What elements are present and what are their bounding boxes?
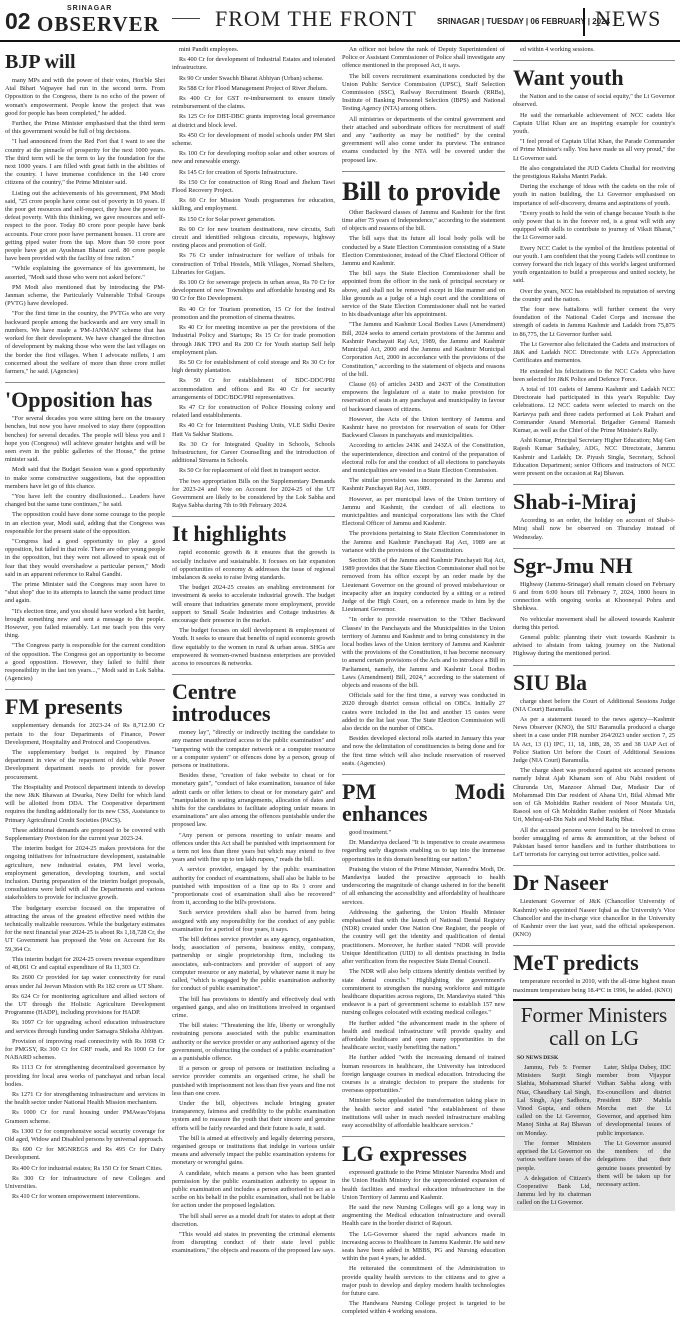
article-paragraph: Rs 400 Cr for industrial estates; Rs 150 Cr for Smart Cities.	[12, 1164, 163, 1172]
article-paragraph: The budgetary exercise focused on the imperative of attracting the areas of the greatest effective need within the technically realizable resources. While the budgetary estimates for the next financial year 2024-25 is about Rs 1,18,728 Cr, the UT Government has proposed the Vote on Account for Rs 59,364 Cr.	[5, 904, 165, 953]
story-former-ministers	[517, 1064, 671, 1207]
article-paragraph: Rs 145 Cr for creation of Sports Infrastructure.	[179, 168, 298, 176]
article-paragraph: "I feel proud of Captain Ulfat Khan, the Parade Commander of Prime Minister's rally. You have made us all very proud," the Lt Governor said.	[513, 138, 675, 162]
article-paragraph: The Hospitality and Protocol department intends to develop the new J&K Bhawan at Dwarka, New Delhi for which land will be allotted from DDA. The Cooperative department requires the funding additionally for its new CSS, Assistance to Primary Agricultural Credit Societies (PACS).	[5, 783, 165, 824]
story-pm-modi-enhances	[342, 829, 505, 1130]
news-desk-credit: SO NEWS DESK	[517, 1054, 559, 1061]
article-paragraph: The Handwara Nursing College project is targeted to be completed within 4 working sessions.	[342, 1300, 505, 1316]
article-paragraph: "I had announced from the Red Fort that I want to see the country at the pinnacle of prosperity for the next 1000 years. The third term will be the term to lay the foundation for the next 1000 years. I am filled with great faith in the abilities of the country. I have immense confidence in the 140 crore citizens of the country," the Prime Minister said.	[5, 138, 165, 187]
article-paragraph: These additional demands are proposed to be covered with Supplementary Provision for the current year 2023-24.	[5, 826, 165, 843]
article-paragraph: money lay", "directly or indirectly inciting the candidate to any manner unauthorized access to the public examination" and "tampering with the computer network or a computer resource or a computer system" or offences done by a person, group of persons or institutions.	[172, 729, 335, 770]
article-paragraph: charge sheet before the Court of Additional Sessions Judge (NIA Court) Baramulla.	[513, 697, 675, 713]
headline-siu-bla: SIU Bla	[513, 669, 587, 695]
article-paragraph: Rs 60 Cr for Mission Youth programmes for education, skilling, and employment.	[172, 197, 335, 213]
article-paragraph: Further, the Prime Minister emphasised that the third term of this government would be full of big decisions.	[5, 120, 165, 136]
article-paragraph: The bill states: "Threatening the life, liberty or wrongfully restraining persons associated with the public examination authority or the service provider or any authorised agency of the government, or obstructing the conduct of a public examination" as a punishable offence.	[172, 1022, 335, 1062]
headline-met-predicts: MeT predicts	[513, 950, 639, 976]
article-paragraph: General public planning their visit towards Kashmir is advised to abstain from taking journey on the National Highway during the mentioned period.	[513, 633, 675, 658]
divider	[5, 689, 165, 690]
divider	[342, 774, 505, 775]
article-paragraph: Highway (Jammu-Srinagar) shall remain closed on February 6 and from 6:00 hours till February 7, 2024, 1800 hours in connection with ongoing works at Khooneyal Pohru and Shehkwa.	[513, 580, 675, 613]
article-paragraph: Rs 100 Cr for developing rooftop solar and other sources of new and renewable energy.	[172, 150, 335, 166]
article-paragraph: "For several decades you were sitting here on the treasury benches, but now you have resolved to stay there (opposition benches) for several decades. The people will bless you and I hope you (Congress) will achieve greater heights and will be seen even in the public galleries of the House," the prime minister said.	[5, 415, 165, 464]
divider	[513, 60, 675, 61]
article-paragraph: The bill defines service provider as any agency, organisation, body, association of persons, business entity, company, partnership or single proprietorship firm, including its associates, sub-contractors and provider of support of any computer resource or any material, by whatever name it may be called, "which is engaged by the public examination authority for conduct of public examination".	[172, 936, 335, 993]
article-paragraph: The supplementary budget is required by Finance department in view of the repayment of debt, while Power Development department needs to provide for power procurement.	[5, 749, 165, 781]
article-paragraph: Dr. Mandaviya declared "It is imperative to create awareness regarding early diagnosis enabling us to tap into the immense opportunities in this domain benefiting our nation."	[342, 839, 505, 863]
article-paragraph: "Congress had a good opportunity to play a good opposition, but failed in that role. There are other young people in the opposition, but they were not allowed to speak out of fear that they would overshadow a particular person," Modi said in an apparent reference to Rahul Gandhi.	[5, 537, 165, 578]
story-budget-continued	[172, 46, 335, 510]
article-paragraph: The bill says that its future all local body polls will be conducted by a State Election Commission consisting of a State Election Commissioner, instead of the Chief Electoral Officer of Jammu and Kashmir.	[342, 235, 505, 268]
story-continued-top	[513, 46, 675, 54]
headline-want-youth: Want youth	[513, 65, 624, 91]
story-it-highlights	[172, 549, 335, 668]
article-paragraph: Rs 100 Cr for sewerage projects in urban areas, Rs 70 Cr for development of new Townships and affordable housing and Rs 90 Cr for Bio Development.	[172, 279, 335, 303]
article-paragraph: The Lt Governor also felicitated the Cadets and instructors of J&K and Ladakh NCC Directorate with LG's Appreciation Certificates and mementos.	[513, 340, 675, 365]
article-paragraph: Praising the vision of the Prime Minister, Narendra Modi, Dr. Mandaviya lauded the proactive approach to health underscoring the magnitude of change ushered in for the benefit of all enhancing the accessibility and affordability of healthcare services.	[342, 865, 505, 906]
article-paragraph: mini Pandit employees.	[179, 46, 239, 53]
divider	[172, 516, 335, 517]
article-paragraph: Rs 1300 Cr for comprehensive social security coverage for Old aged, Widow and Disabled persons by universal approach.	[5, 1127, 165, 1143]
article-paragraph: This interim budget for 2024-25 covers revenue expenditure of 48,061 Cr and capital expenditure of Rs 11,303 Cr.	[5, 955, 165, 972]
divider	[172, 674, 335, 675]
headline-centre-introduces: Centre introduces	[172, 679, 271, 727]
article-paragraph: However, the Acts of the Union territory of Jammu and Kashmir have no provision for reservation of seats for Other Backward Classes in panchayats and municipalities.	[342, 415, 505, 440]
article-paragraph: "The Jammu and Kashmir Local Bodies Laws (Amendment) Bill, 2024 seeks to amend certain provisions of the Jammu and Kashmir Panchayati Raj Act, 1989, the Jammu and Kashmir Municipal Act, 2000 and the Jammu and Kashmir Municipal Corporation Act, 2000 in accordance with the provisions of the Constitution," according to the statement of objects and reasons of the bill.	[342, 321, 505, 378]
article-paragraph: No vehicular movement shall be allowed towards Kashmir during this period.	[513, 615, 675, 631]
boxed-story	[513, 999, 675, 1211]
story-bill-to-provide	[342, 209, 505, 768]
article-paragraph: Besides developed electoral rolls started in January this year and now the delimitation of constituencies is being done and for the first time which will also include reservation of reserved seats. (Agencies)	[342, 735, 505, 767]
article-paragraph: Rs 50 Cr for replacement of old fleet in transport sector.	[179, 467, 321, 475]
divider	[513, 945, 675, 946]
article-paragraph: A total of 101 cadets of Jammu Kashmir and Ladakh NCC Directorate had participated in this year's Republic Day celebrations. 12 NCC cadets were selected to march on the Kartavya path and three cadets performed at Lok Prahari and Commander Anand Memorial. Brigadier General Ramesh Kumar, as well as the Chief of the Prime Minister's Rally.	[513, 385, 675, 434]
article-paragraph: The bill has provisions to identify and effectively deal with organised gangs, and also on institutions involved in organised crime.	[172, 995, 335, 1019]
article-paragraph: According to an order, the holiday on account of Shab-i-Miraj shall now be observed on Thursday instead of Wednesday.	[513, 517, 675, 541]
article-paragraph: ed within 4 working sessions.	[520, 46, 595, 53]
article-paragraph: Rs 40 Cr for Intermittent Pushing Units, VLE Sidhi Desire Hatt Va Sakhar Stations.	[172, 422, 335, 438]
brand-name: OBSERVER	[37, 12, 160, 36]
article-paragraph: Rs 1271 Cr for strengthening infrastructure and services in the health sector under National Health Mission mechanism.	[5, 1090, 165, 1107]
article-paragraph: All the accused persons were found to be involved in cross border smuggling of arms & ammunition, at the behest of Pakistan based terror handlers and in further distributions to LeT terrorists for carrying out terror activities, police said.	[513, 826, 675, 859]
story-opposition	[5, 415, 165, 683]
article-paragraph: The bill covers recruitment examinations conducted by the Union Public Service Commission (UPSC), Staff Selection Commission (SSC), Railway Recruitment Boards (RRBs), Institute of Banking Personnel Selection (IBPS) and National Testing Agency (NTA) among others.	[342, 72, 505, 113]
article-paragraph: The Lt Governor assured the members of the delegations that their genuine issues presented by them will be taken up for necessary action.	[597, 1139, 671, 1188]
article-paragraph: All ministries or departments of the central government and their attached and subordinate offices for recruitment of staff and any "authority as may be notified" by the central government will also come under its purview. The entrance exams conducted by the NTA will be covered under the proposed law.	[342, 115, 505, 164]
divider	[342, 1136, 505, 1137]
article-paragraph: The NDR will also help citizens identify dentists verified by state dental councils." Highlighting the government's commitment to strengthen the nursing workforce and mitigate healthcare disparities across regions, Dr. Mandaviya stated "this endeavor is a part of government scheme to establish 157 new nursing colleges colocated with existing medical colleges."	[342, 968, 505, 1017]
article-paragraph: Rs 1113 Cr for strengthening decentralised governance by providing for local area works of panchayat and urban local bodies.	[5, 1064, 165, 1088]
article-paragraph: The four new battalions will further cement the very foundation of the National Cadet Corps and increase the strength of cadets in Jammu Kashmir and Ladakh from 75,875 to 86,775, the Lt Governor further said.	[513, 306, 675, 338]
article-paragraph: During the exchange of ideas with the cadets on the role of youth in nation building, the Lt Governor emphasised on importance of self-discovery, dreams and aspirations of youth.	[513, 183, 675, 207]
article-paragraph: supplementary demands for 2023-24 of Rs 8,712.90 Cr pertain to the four Departments of Finance, Power Development, Hospitality and Protocol and Cooperatives.	[5, 722, 165, 746]
article-paragraph: many MPs and with the power of their votes, Hon'ble Shri Atal Bihari Vajpayee had run in the second term. From Opposition to the Congress, there is no echo of the power of woman's empowerment. People know the project that was good for people has been completed," he added.	[5, 77, 165, 117]
article-paragraph: Rs 410 Cr for women empowerment interventions.	[12, 1193, 141, 1201]
headline-shab-i-miraj: Shab-i-Miraj	[513, 489, 637, 515]
headline-former-ministers: Former Ministers call on LG	[520, 1002, 668, 1050]
story-bjp-will	[5, 77, 165, 376]
article-paragraph: Addressing the gathering, the Union Health Minister emphasised that with the launch of National Dental Registry (NDR) created under One Nation One Register, the people of the country will get the identity and qualification of dental practitioners. Moreover, he further stated "NDR will provide Unique Identification (UID) to all dentists practising in India after verification from the respective State Dental Council.	[342, 908, 505, 966]
headline-pm-modi-enhances: PM Modi enhances	[342, 779, 505, 827]
column-3	[342, 46, 505, 1316]
headline-sgr-jmu-nh: Sgr-Jmu NH	[513, 552, 633, 578]
article-paragraph: Over the years, NCC has established its reputation of serving the country and the nation.	[513, 287, 675, 303]
article-paragraph: Rs 400 Cr for GST re-imbursement to ensure timely reimbursement of the claims.	[172, 95, 335, 111]
article-paragraph: "This would aid states in preventing the criminal elements from disrupting conduct of their state level public examinations," the objects and reasons of the proposed law says.	[172, 1230, 335, 1255]
article-paragraph: Rs 47 Cr for construction of Police Housing colony and related land establishments.	[172, 403, 335, 420]
article-paragraph: As per a statement issued to the news agency—Kashmir News Observer (KNO), the SIU Baramulla produced a charge sheet in a case under FIR number 264/2023 under section 7, 25 IA Act, 13 (1) IPC, 11, 18, 18B, 28, 35 and 38 UAP Act of Police Station Uri before the Court of Additional Sessions Judge (NIA Court) Baramulla.	[513, 715, 675, 764]
article-paragraph: "For the first time in the country, the PVTGs who are very backward people among the backwards and are very small in numbers. We have made a 'PM-JANMAN' scheme that has worked for their development. We have changed the direction of development by making those who were the last villages on the border the first villages. When I advocate millets, I am concerned about the welfare of more than three crore millet farmers," he said. (Agencies)	[5, 310, 165, 375]
article-paragraph: Rs 1097 Cr for upgrading school education infrastructure and services through funding under Samagra Shiksha Abhiyan.	[5, 1019, 165, 1035]
article-paragraph: The LG-Governor shared the rapid advances made in increasing access to Healthcare in Jammu Kashmir. He said new seats have been added in MBBS, PG and Nursing education within the past 4 years, he added.	[342, 1230, 505, 1263]
article-paragraph: temperature recorded in 2010, with the all-time highest mean maximum temperature being 18.4°C in 1996, he added. (KNO)	[513, 978, 675, 994]
divider	[513, 665, 675, 666]
article-paragraph: He said the remarkable achievement of NCC cadets like Captain Ulfat Khan are an inspiring example for country's youth.	[513, 111, 675, 136]
article-paragraph: A delegation of Citizen's Cooperative Bank Ltd, Jammu led by its chairman called on the Lt Governor.	[517, 1174, 591, 1207]
article-paragraph: Rs 50 Cr for establishment of cold storage and Rs 30 Cr for high density plantation.	[172, 358, 335, 375]
article-paragraph: Rs 624 Cr for monitoring agriculture and allied sectors of the UT through the Holistic Agriculture Development Programme (HADP), including provisions for HADP.	[5, 992, 165, 1017]
article-paragraph: The similar provision was incorporated in the Jammu and Kashmir Panchayati Raj Act, 1989.	[342, 477, 505, 493]
article-paragraph: A service provider, engaged by the public examination authority for conduct of examinations, shall also be liable to be punished with imposition of a fine up to Rs 1 crore and "proportionate cost of examination shall also be recovered" from it, according to the bill's provisions.	[172, 866, 335, 907]
story-shab-i-miraj	[513, 517, 675, 542]
article-paragraph: He also congratulated the JUD Cadets Chudial for receiving the prestigious Raksha Mantri Padak.	[513, 164, 675, 181]
story-met-predicts	[513, 978, 675, 994]
article-paragraph: Rs 76 Cr under infrastructure for welfare of tribals for construction of Tribal Hostels, Milk Villages, Nomad Shelters, Libraries for Gujjars.	[172, 252, 335, 276]
article-paragraph: Rs 300 Cr for infrastructure of new Colleges and Universities.	[5, 1174, 165, 1190]
article-paragraph: "Any person or persons resorting to unfair means and offences under this Act shall be punished with imprisonment for a term not less than three years but which may extend to five years and with fine up to ten lakh rupees," reads the bill.	[172, 831, 335, 864]
headline-bjp-will: BJP will	[5, 51, 76, 73]
article-paragraph: Rs 1000 Cr for rural housing under PMAwas/Yojana Grameen scheme.	[5, 1109, 165, 1125]
article-paragraph: Rs 588 Cr for Flood Management Project of River Jhelum.	[179, 84, 328, 92]
article-paragraph: The bill says the State Election Commissioner shall be appointed from the officer in the rank of principal secretary or above, and shall not be removed except in like manner and on like grounds as a judge of a high court and the conditions of service of the State Election Commissioner shall not be varied to his disadvantage after his appointment.	[342, 270, 505, 319]
article-paragraph: Provision of improving road connectivity with Rs 1698 Cr for PMGSY, Rs 300 Cr for CRF roads, and Rs 1000 Cr for NABARD schemes.	[5, 1037, 165, 1062]
article-paragraph: "While explaining the governance of his government, he asserted, "Modi said those who were not asked before."	[5, 265, 165, 281]
page-number: 02	[5, 8, 31, 34]
article-paragraph: The two appropriation Bills on the Supplementary Demands for 2023-24 and Vote on Account for 2024-25 of the UT Government are likely to be considered by the Lok Sabha and Rajya Sabha during 7th to 9th February 2024.	[172, 477, 335, 510]
article-paragraph: The bill is aimed at effectively and legally deterring persons, organised groups or institutions that indulge in various unfair means and adversely impact the public examination systems for monetary or wrongful gains.	[172, 1134, 335, 1167]
article-paragraph: The opposition could have done some courage to the people in an election year, Modi said, adding that the Congress was responsible for the present state of the opposition.	[5, 511, 165, 535]
headline-opposition: 'Opposition has	[5, 387, 153, 413]
article-paragraph: The charge sheet was produced against six accused persons namely Ishrat Ajab Khanam son of Abu Nabi resident of Churunda Uri, Manzoor Ahmad Dar, Mudasir Dar of Mohammad Din Dar resident of Ahana Uri, Bilal Ahmad Mir son of Gh Mohiddin Rather resident of Noor Mustafa Uri, Rasool son of Gh Mohiddin Rather resident of Noor Mustafa Uri, Mehraj-ud-Din Nabi and Mohd Rafiq Bhat.	[513, 767, 675, 824]
article-paragraph: Rs 40 Cr for meeting incentive as per the provisions of the Industrial Policy and Startups; Rs 15 Cr for trade promotion through J&K TPO and Rs 200 Cr for Youth startup Self help employment plan.	[172, 324, 335, 356]
headline-bill-to-provide: Bill to provide	[342, 176, 501, 206]
article-paragraph: The prime Minister said the Congress may soon have to "shut shop" due to its attempts to launch the same product time and again.	[5, 580, 165, 605]
article-paragraph: rapid economic growth & it ensures that the growth is socially inclusive and sustainable. It focuses on fair expansion of opportunities of economy & addresses the issue of regional imbalances & seeks to raise living standards.	[172, 549, 335, 581]
story-dr-naseer	[513, 898, 675, 939]
article-paragraph: Later, Shilpa Dubey, IDC member from Vijaypur Vidhan Sabha along with Ex-councillors and district President BJP Mahila Morcha met the Lt Governor, and apprised him of developmental issues of public importance.	[597, 1064, 671, 1137]
article-paragraph: If a person or group of persons or institution including a service provider commits an organised crime, he shall be punished with imprisonment not less than five years and fine not less than one crore.	[172, 1065, 335, 1097]
story-exam-bill-continued	[342, 46, 505, 165]
divider	[513, 484, 675, 485]
article-paragraph: Officials said for the first time, a survey was conducted in 2020 through district census official on OBCs. Initially 27 castes were included in the list and another 15 castes were added to the list last year. The State Election Commission will also decide on the number of OBCs.	[342, 692, 505, 733]
article-paragraph: Minister Sobu applauded the transformation taking place in the health sector and stated "the establishment of these institutions will usher in much needed infrastructure enabling easy accessibility of affordable healthcare services."	[342, 1097, 505, 1129]
article-paragraph: The interim budget for 2024-25 makes provisions for the ongoing initiatives for infrastructure development, sustainable agriculture, new industrial estates, PM level works, employment generation, developing tourism, and social inclusion. During preparation of the interim budget proposals, consultations were held with all the Departments and various stakeholders to provide for inclusive growth.	[5, 845, 165, 902]
article-paragraph: He extended his felicitations to the NCC Cadets who have been selected for J&K Police and Defence Force.	[513, 367, 675, 383]
article-paragraph: The provisions pertaining to State Election Commissioner in the Jammu and Kashmir Panchayati Raj Act, 1989 are at variance with the provisions of the Constitution.	[342, 530, 505, 554]
article-paragraph: Besides these, "creation of fake website to cheat or for monetary gain", "conduct of fake examination, issuance of fake admit cards or offer letters to cheat or for monetary gain" and "manipulation in seating arrangements, allocation of dates and shifts for the candidates to facilitate adopting unfair means in examinations" are also among the offences punishable under the proposed law.	[172, 772, 335, 829]
section-title: FROM THE FRONT	[215, 6, 417, 31]
brand-city: SRINAGAR	[67, 5, 113, 12]
article-paragraph: The budget 2024-25 creates an enabling environment for investment & seeks to accelerate industrial growth. The budget will ensure that industries generate more employment, provide support to Small Scale Industries and Cottage industries & encourage their presence in the market.	[172, 584, 335, 624]
article-paragraph: Rs 2600 Cr provided for tap water connectivity for rural areas under Jal Jeevan Mission with Rs 182 crore as UT Share.	[5, 974, 165, 990]
article-paragraph: A candidate, which means a person who has been granted permission by the public examination authority to appear in public examination and includes a person authorised to act as a scribe on his behalf in the public examination, shall not be liable for action under the proposed legislation.	[172, 1169, 335, 1210]
article-paragraph: Rs 50 Cr for establishment of BDC-DDC/PRI accommodation and offices and Rs 40 Cr for security arrangements of DDC/BDC/PRI representatives.	[172, 377, 335, 401]
article-paragraph: the Nation and to the cause of social equity," the Lt Governor observed.	[513, 93, 675, 109]
article-paragraph: The former Ministers apprised the Lt Governor on various welfare issues of the people.	[517, 1139, 591, 1172]
news-label: NEWS	[595, 6, 662, 31]
article-paragraph: He said the new Nursing Colleges will go a long way in augmenting the Medical education infrastructure and overall Health care in the border district of Rajouri.	[342, 1203, 505, 1228]
article-paragraph: According to articles 243K and 243ZA of the Constitution, the superintendence, direction and control of the preparation of electoral rolls for and the conduct of all elections to panchayats and municipalities are vested in a State Election Commission.	[342, 442, 505, 474]
article-paragraph: good treatment."	[349, 829, 392, 837]
article-paragraph: The bill shall serve as a model draft for states to adopt at their discretion.	[172, 1212, 335, 1228]
article-paragraph: Rs 450 Cr for development of model schools under PM Shri scheme.	[172, 131, 335, 148]
story-want-youth	[513, 93, 675, 478]
article-paragraph: Jammu, Feb 5: Former Ministers Surjit Singh Slathia, Mohammad Sharief Niaz, Chaudhary Lal Singh, Lal Singh, Ajay Sadhotra, Vinod Gupta, and others called on the Lt Governor, Manoj Sinha at Raj Bhavan on Monday.	[517, 1064, 591, 1137]
column-2	[172, 46, 335, 1255]
article-paragraph: "Every youth to hold the vein of change because Youth is the only power that is in the forever red, is a great will with any equipped with skills to contribute to journey of Viksit Bharat," the Lt Governor said.	[513, 209, 675, 242]
article-paragraph: "In order to provide reservation to the 'Other Backward Classes' in the Panchayats and the Municipalities in the Union territory of Jammu and Kashmir and to bring consistency in the local bodies laws of the Union territory of Jammu and Kashmir with the provisions of the Constitution, it has become necessary to amend certain provisions of the Acts and to introduce a Bill in Parliament, namely, the Jammu and Kashmir Local Bodies Laws (Amendment) Bill, 2024," according to the statement of objects and reasons of the bill.	[342, 616, 505, 690]
masthead-separator	[583, 8, 585, 36]
article-paragraph: He further added "the advancement made in the sphere of health and medical infrastructure will provide quality and affordable healthcare and open many opportunities in the healthcare sector, vastly benefiting the nation."	[342, 1019, 505, 1052]
article-paragraph: Under the bill, objectives include bringing greater transparency, fairness and credibility to the public examination system and to reassure the youth that their sincere and genuine efforts will be fairly rewarded and their future is safe, it said.	[172, 1099, 335, 1132]
divider	[342, 171, 505, 172]
masthead-divider	[172, 18, 200, 19]
article-paragraph: "It's election time, and you should have worked a bit harder, brought something new and sent a message to the people. However, you failed miserably. Let me teach you this very thing.	[5, 607, 165, 640]
article-paragraph: Such service providers shall also be barred from being assigned with any responsibility for the conduct of any public examination for a period of four years, it says.	[172, 909, 335, 933]
brand-logo	[37, 5, 160, 37]
article-paragraph: Rs 90 Cr under Swachh Bharat Abhiyan (Urban) scheme.	[179, 74, 324, 82]
article-paragraph: PM Modi also mentioned that by introducing the PM-Janman scheme, the Particularly Vulnerable Tribal Groups (PVTG) have developed.	[5, 283, 165, 308]
headline-fm-presents: FM presents	[5, 694, 123, 720]
article-paragraph: "The Congress party is responsible for the current condition of the opposition. The Congress got an opportunity to become a good opposition. However, they failed to fulfil their responsibility in the last ten years...," Modi said in Lok Sabha. (Agencies)	[5, 642, 165, 683]
headline-dr-naseer: Dr Naseer	[513, 870, 609, 896]
article-paragraph: Rs 30 Cr for Integrated Quality in Schools, Schools Infrastructure, for Career Counselling and the introduction of additional Streams in Schools.	[172, 440, 335, 465]
article-paragraph: Rs 400 Cr for development of Industrial Estates and tolerated infrastructure.	[172, 56, 335, 72]
divider	[513, 548, 675, 549]
article-paragraph: Other Backward classes of Jammu and Kashmir for the first time after 75 years of Independence," according to the statement of objects and reasons of the bill.	[342, 208, 505, 233]
dateline: SRINAGAR | TUESDAY | 06 FEBRUARY | 2024	[437, 17, 610, 26]
headline-lg-expresses: LG expresses	[342, 1141, 467, 1167]
story-lg-expresses	[342, 1169, 505, 1316]
article-paragraph: Lieutenant Governor of J&K (Chancellor University of Kashmir) who appointed Naseer Iqbal as the University's Vice Chancellor and the in-charge vice chancellor in the University of Kashmir over the last year, said the official spokesperson. (KNO)	[513, 898, 675, 939]
article-paragraph: Rs 40 Cr for Tourism promotion, 15 Cr for the festival promotion and the promotion of cinema theatres.	[172, 305, 335, 321]
divider	[5, 382, 165, 383]
column-4	[513, 46, 675, 1207]
article-paragraph: He further added "with the increasing demand of trained human resources in healthcare, the University has introduced foreign language courses in medical education. Introducing the courses is a strategic decision to prepare the students for overseas opportunities."	[342, 1054, 505, 1095]
column-1	[5, 46, 165, 1201]
story-sgr-jmu-nh	[513, 581, 675, 659]
article-paragraph: "You have left the country disillusioned... Leaders have changed but the same tune continues," he said.	[5, 492, 165, 509]
article-paragraph: Rs 150 Cr for Solar power generation.	[179, 215, 276, 223]
masthead	[0, 0, 680, 42]
article-paragraph: Rs 690 Cr for MGNREGS and Rs 495 Cr for Dairy Development.	[5, 1146, 165, 1162]
article-paragraph: However, as per municipal laws of the Union territory of Jammu and Kashmir, the conduct of all elections to municipalities and municipal corporations lies with the Chief Electoral Officer of Jammu and Kashmir.	[342, 495, 505, 528]
story-fm-presents	[5, 722, 165, 1201]
article-paragraph: Every NCC Cadet is the symbol of the limitless potential of our youth. I am confident that the young Cadets will continue to convey forward the rich legacy of this world's largest uniformed youth organization to build a prosperous and united society, he said.	[513, 244, 675, 285]
article-paragraph: An officer not below the rank of Deputy Superintendent of Police or Assistant Commissioner of Police shall investigate any offence mentioned in the proposed Act, it says.	[342, 46, 505, 70]
article-paragraph: Rs 90 Cr for new tourism destinations, new circuits, Sufi circuit and identified religious circuits, ropeways, highway resting places and promotion of Golf.	[172, 225, 335, 250]
article-paragraph: Clause (6) of articles 243D and 243T of the Constitution empowers the legislature of a state to make provision for reservation of seats in any panchayat and municipality in favour of backward classes of citizens.	[342, 380, 505, 413]
article-paragraph: expressed gratitude to the Prime Minister Narendra Modi and the Union Health Ministry for the unprecedented expansion of health facilities and medical education infrastructure in the Union Territory of Jammu and Kashmir.	[342, 1169, 505, 1201]
article-paragraph: The budget focuses on skill development & employment of Youth. It seeks to ensure that benefits of rapid economic growth flow equitably to the women in rural & urban areas. SHGs are empowered & women-owned business enterprises are provided access to resources & networks.	[172, 627, 335, 667]
divider	[513, 865, 675, 866]
article-paragraph: Listing out the achievements of his government, PM Modi said, "25 crore people have come out of poverty in 10 years. If the poor get resources and self-respect, they have the power to defeat poverty. With this thinking, we gave resources and self-respect to the poor. Today 80 crore poor people have bank accounts. Four crore poor have permanent houses. 11 crore are getting piped water from the tap. More than 50 crore poor people have got an Ayushman Bharat card. 80 crore people have been provided with the facility of free ration."	[5, 189, 165, 263]
headline-it-highlights: It highlights	[172, 521, 287, 547]
article-paragraph: Modi said that the Budget Session was a good opportunity to make some constructive suggestions, but the opposition members have let go of this chance.	[5, 466, 165, 490]
article-paragraph: He reiterated the commitment of the Administration to provide quality health services to the citizens and to give a major push to develop and deploy modern health technologies for future care.	[342, 1265, 505, 1297]
story-siu-bla	[513, 698, 675, 860]
article-paragraph: Ashi Kumar, Principal Secretary Higher Education; Maj Gen Rajesh Kumar Sathaley, ADG, NCC Directorate, Jammu Kashmir and Ladakh; Dr. Piyush Singla, Secretary, School Education Department; senior Officers and instructors of NCC were present on the occasion at Raj Bhavan.	[513, 437, 675, 477]
article-paragraph: Rs 150 Cr for construction of Ring Road and Jhelum Tawi Flood Recovery Project.	[172, 178, 335, 195]
article-paragraph: Section 36B of the Jammu and Kashmir Panchayati Raj Act, 1989 provides that the State Election Commissioner shall not be removed from his office except by an order made by the Lieutenant Governor on the ground of proved misbehaviour or incapacity after an inquiry conducted by a sitting or a retired Judge of the High Court, on a reference made to him by the Lieutenant Governor.	[342, 556, 505, 614]
article-paragraph: Rs 125 Cr for DBT-DBC grants improving local governance at district and block level.	[172, 113, 335, 129]
story-centre-introduces	[172, 729, 335, 1255]
